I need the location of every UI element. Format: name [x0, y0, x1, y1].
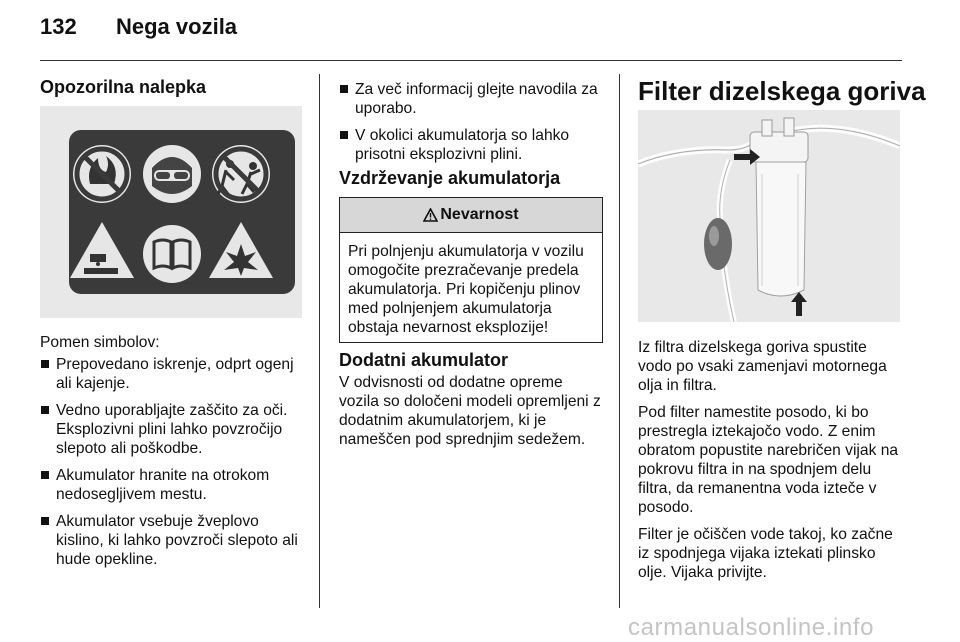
warning-header	[340, 198, 602, 233]
goggles-icon	[143, 145, 201, 203]
bullet-icon	[41, 360, 49, 368]
danger-warning-box	[339, 197, 603, 343]
manual-icon	[143, 225, 201, 283]
watermark: carmanualsonline.info	[628, 614, 875, 641]
page-number: 132	[40, 14, 77, 39]
warning-title: Nevarnost	[440, 206, 519, 223]
diesel-filter-text	[638, 338, 904, 590]
list-item: Vedno uporabljajte zaščito za oči. Eksplozivni plini lahko povzročijo slepoto ali poškodbe.	[40, 401, 310, 458]
child-warning-icon	[212, 145, 270, 203]
warning-triangle-icon	[423, 208, 438, 222]
warning-label-image	[40, 106, 302, 318]
paragraph: Iz filtra dizelskega goriva spustite vodo po vsaki zamenjavi motornega olja in filtra.	[638, 339, 887, 394]
list-item: Prepovedano iskrenje, odprt ogenj ali kajenje.	[40, 355, 310, 393]
no-fire-icon	[73, 145, 131, 203]
symbols-intro: Pomen simbolov:	[40, 334, 160, 351]
column-divider-left	[319, 74, 320, 608]
info-list	[339, 80, 605, 172]
bullet-icon	[340, 85, 348, 93]
list-item: Akumulator hranite na otrokom nedosegljivem mestu.	[40, 466, 310, 504]
symbols-list	[40, 355, 310, 577]
header-divider	[40, 60, 902, 61]
battery-maintenance-heading: Vzdrževanje akumulatorja	[339, 168, 561, 188]
column-divider-right	[619, 74, 620, 608]
diesel-filter-heading: Filter dizelskega goriva	[638, 76, 926, 106]
list-item: Akumulator vsebuje žveplovo kislino, ki lahko povzroči slepoto ali hude opekline.	[40, 512, 310, 569]
section-title: Nega vozila	[116, 14, 238, 39]
diesel-filter-image	[638, 110, 900, 322]
bullet-icon	[41, 471, 49, 479]
warning-label-heading: Opozorilna nalepka	[40, 77, 207, 97]
paragraph: Filter je očiščen vode takoj, ko začne iz spodnjega vijaka iztekati plinsko olje. Vijaka privijte.	[638, 526, 893, 581]
bullet-icon	[340, 131, 348, 139]
warning-text: Pri polnjenju akumulatorja v vozilu omogočite prezračevanje predela akumulatorja. Pri kopičenju plinov med polnjenjem akumulatorja obstaja nevarnost eksplozije!	[348, 243, 584, 336]
bullet-icon	[41, 406, 49, 414]
bullet-icon	[41, 517, 49, 525]
list-item: Za več informacij glejte navodila za uporabo.	[339, 80, 605, 118]
paragraph: Pod filter namestite posodo, ki bo prestregla iztekajočo vodo. Z enim obratom popustite narebričen vijak na pokrovu filtra in na spodnjem delu filtra, da remanentna voda izteče v posodo.	[638, 404, 899, 516]
list-item: V okolici akumulatorja so lahko prisotni eksplozivni plini.	[339, 126, 605, 164]
extra-battery-text: V odvisnosti od dodatne opreme vozila so določeni modeli opremljeni z dodatnim akumulatorjem, ki je nameščen pod sprednjim sedežem.	[339, 374, 601, 448]
extra-battery-heading: Dodatni akumulator	[339, 350, 509, 370]
